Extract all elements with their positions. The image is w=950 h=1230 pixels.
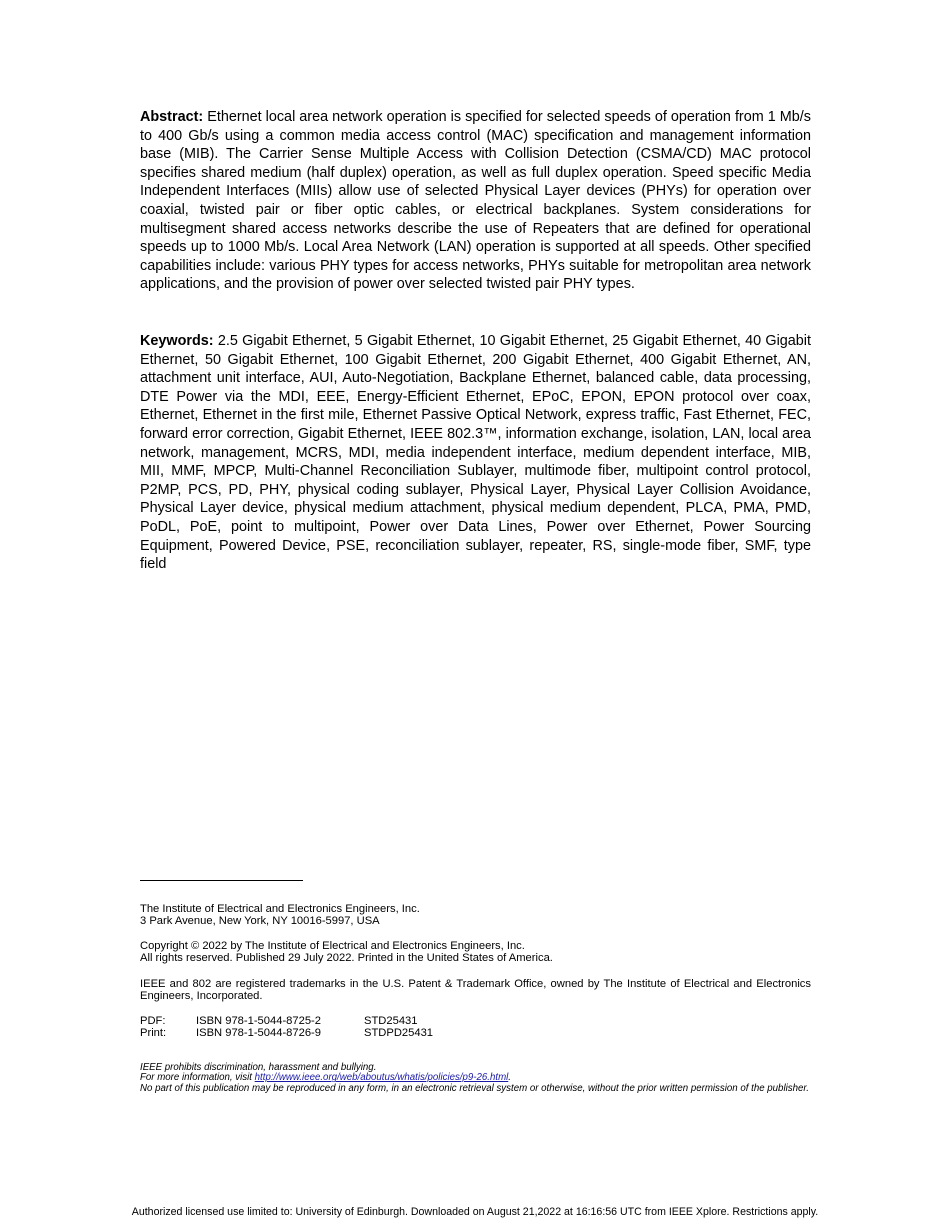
abstract-label: Abstract:	[140, 109, 204, 125]
isbn-number: ISBN 978-1-5044-8725-2	[196, 1015, 322, 1027]
rights-line: All rights reserved. Published 29 July 2022. Printed in the United States of America.	[140, 952, 553, 965]
isbn-std-code: STD25431	[364, 1015, 418, 1027]
isbn-format: PDF:	[140, 1015, 166, 1027]
isbn-table	[140, 1015, 811, 1039]
keywords-label: Keywords:	[140, 333, 214, 349]
isbn-row-pdf	[140, 1015, 811, 1027]
legal-notice	[140, 1063, 811, 1094]
publisher-address: 3 Park Avenue, New York, NY 10016-5997, USA	[140, 915, 380, 928]
isbn-number: ISBN 978-1-5044-8726-9	[196, 1027, 322, 1040]
discrimination-notice: IEEE prohibits discrimination, harassment and bullying.	[140, 1062, 377, 1073]
isbn-std-code: STDPD25431	[364, 1027, 434, 1040]
policy-info-suffix: .	[508, 1072, 511, 1084]
policy-link[interactable]: http://www.ieee.org/web/aboutus/whatis/policies/p9-26.html	[254, 1072, 509, 1084]
abstract-paragraph	[140, 108, 811, 294]
footnote-divider	[140, 880, 303, 881]
isbn-row-print	[140, 1027, 811, 1039]
document-page	[140, 0, 811, 1230]
publisher-block	[140, 903, 811, 927]
policy-info-prefix: For more information, visit	[140, 1072, 255, 1084]
abstract-text: Ethernet local area network operation is specified for selected speeds of operation from 1 Mb/s to 400 Gb/s using a common media access control (MAC) specification and management information base (MIB). The Carrier Sense Multiple Access with Collision Detection (CSMA/CD) MAC protocol specifies shared medium (half duplex) operation, as well as full duplex operation. Speed specific Media Independent Interfaces (MIIs) allow use of selected Physical Layer devices (PHYs) for operation over coaxial, twisted pair or fiber optic cables, or electrical backplanes. System considerations for multisegment shared access networks describe the use of Repeaters that are defined for operational speeds up to 1000 Mb/s. Local Area Network (LAN) operation is supported at all speeds. Other specified capabilities include: various PHY types for access networks, PHYs suitable for metropolitan area network applications, and the provision of power over selected twisted pair PHY types.	[140, 109, 811, 293]
keywords-text: 2.5 Gigabit Ethernet, 5 Gigabit Ethernet, 10 Gigabit Ethernet, 25 Gigabit Ethernet, 40 Gigabit Ethernet, 50 Gigabit Ethernet, 100 Gigabit Ethernet, 200 Gigabit Ethernet, 400 Gigabit Ethernet, AN, attachment unit interface, AUI, Auto-Negotiation, Backplane Ethernet, balanced cable, data processing, DTE Power via the MDI, EEE, Energy-Efficient Ethernet, EPoC, EPON, EPON protocol over coax, Ethernet, Ethernet in the first mile, Ethernet Passive Optical Network, express traffic, Fast Ethernet, FEC, forward error correction, Gigabit Ethernet, IEEE 802.3™, information exchange, isolation, LAN, local area network, management, MCRS, MDI, media independent interface, medium dependent interface, MIB, MII, MMF, MPCP, Multi-Channel Reconciliation Sublayer, multimode fiber, multipoint control protocol, P2MP, PCS, PD, PHY, physical coding sublayer, Physical Layer, Physical Layer Collision Avoidance, Physical Layer device, physical medium attachment, physical medium dependent, PLCA, PMA, PMD, PoDL, PoE, point to multipoint, Power over Data Lines, Power over Ethernet, Power Sourcing Equipment, Powered Device, PSE, reconciliation sublayer, repeater, RS, single-mode fiber, SMF, type field	[140, 333, 811, 573]
publisher-name: The Institute of Electrical and Electronics Engineers, Inc.	[140, 903, 420, 915]
copyright-block	[140, 940, 811, 964]
trademark-notice: IEEE and 802 are registered trademarks in the U.S. Patent & Trademark Office, owned by The Institute of Electrical and Electronics Engineers, Incorporated.	[140, 978, 811, 1003]
isbn-format: Print:	[140, 1027, 167, 1040]
copyright-line: Copyright © 2022 by The Institute of Electrical and Electronics Engineers, Inc.	[140, 940, 525, 952]
keywords-paragraph	[140, 332, 811, 574]
authorized-use-footer: Authorized licensed use limited to: University of Edinburgh. Downloaded on August 21,2022 at 16:16:56 UTC from IEEE Xplore. Restrictions apply.	[131, 1206, 819, 1218]
reproduction-notice: No part of this publication may be reproduced in any form, in an electronic retrieval system or otherwise, without the prior written permission of the publisher.	[140, 1082, 809, 1094]
